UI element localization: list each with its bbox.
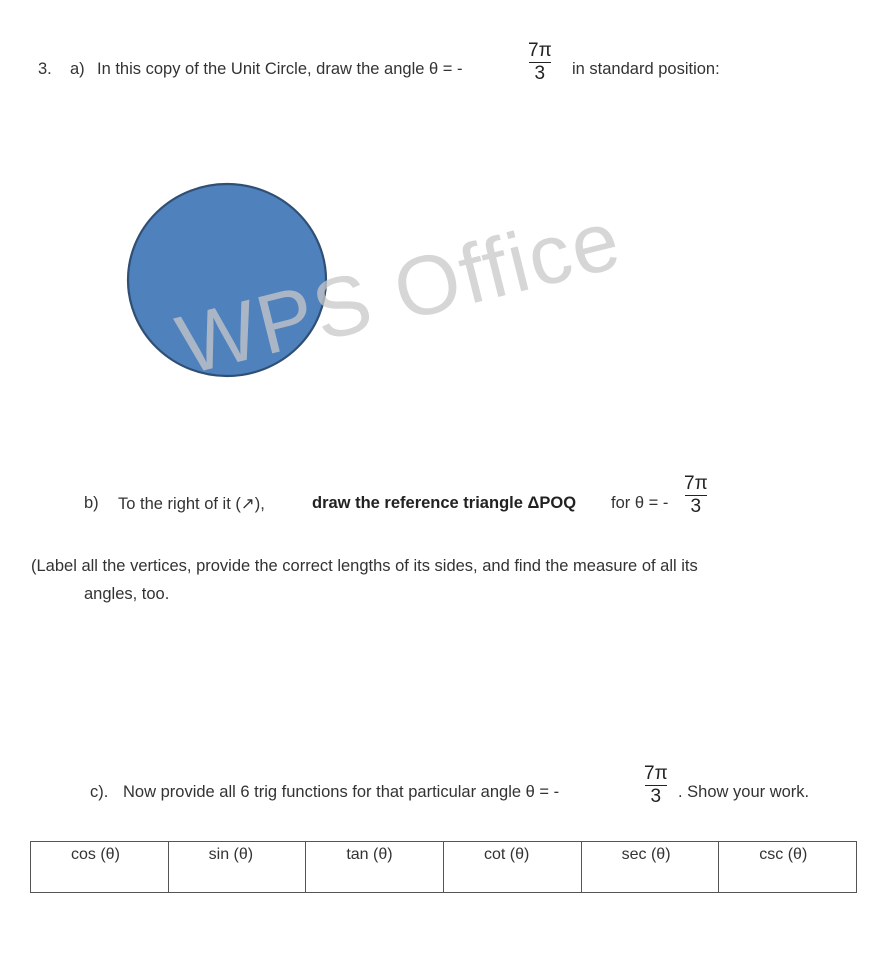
csc-header: csc (θ) xyxy=(759,846,808,863)
table-row xyxy=(31,842,857,893)
fraction-denominator: 3 xyxy=(690,496,702,517)
part-b-fraction xyxy=(684,473,708,518)
part-b-bold-text: draw the reference triangle ΔPOQ xyxy=(312,494,577,512)
instructions-line-1: (Label all the vertices, provide the correct lengths of its sides, and find the measure of all its xyxy=(31,557,698,575)
sec-header: sec (θ) xyxy=(621,846,671,863)
table-cell-sin[interactable] xyxy=(168,842,306,893)
part-c-text-after: . Show your work. xyxy=(678,783,810,801)
table-cell-tan[interactable] xyxy=(306,842,444,893)
table-cell-cot[interactable] xyxy=(443,842,581,893)
part-a-text-after: in standard position: xyxy=(572,60,720,78)
cot-header: cot (θ) xyxy=(483,846,530,863)
part-b-for-text: for θ = - xyxy=(611,494,669,512)
instructions-line-2: angles, too. xyxy=(84,585,170,603)
watermark-text: WPS Office xyxy=(168,191,631,393)
part-b-text: To the right of it (↗), xyxy=(118,495,265,513)
fraction-denominator: 3 xyxy=(650,786,662,807)
fraction-denominator: 3 xyxy=(534,63,546,84)
fraction-numerator: 7π xyxy=(644,763,668,784)
tan-header: tan (θ) xyxy=(346,846,393,863)
fraction-numerator: 7π xyxy=(528,40,552,61)
part-a-fraction xyxy=(528,40,552,85)
part-c-label: c). xyxy=(90,783,109,801)
table-cell-cos[interactable] xyxy=(31,842,169,893)
sin-header: sin (θ) xyxy=(208,846,254,863)
fraction-numerator: 7π xyxy=(684,473,708,494)
table-cell-sec[interactable] xyxy=(581,842,719,893)
part-a-label: a) xyxy=(70,60,85,78)
part-c-fraction xyxy=(644,763,668,808)
part-a-text: In this copy of the Unit Circle, draw the angle θ = - xyxy=(97,60,463,78)
trig-functions-table xyxy=(30,841,857,893)
part-c-text: Now provide all 6 trig functions for that particular angle θ = - xyxy=(123,783,560,801)
part-b-label: b) xyxy=(84,494,99,512)
question-number: 3. xyxy=(38,60,52,78)
cos-header: cos (θ) xyxy=(71,846,120,863)
table-cell-csc[interactable] xyxy=(719,842,857,893)
